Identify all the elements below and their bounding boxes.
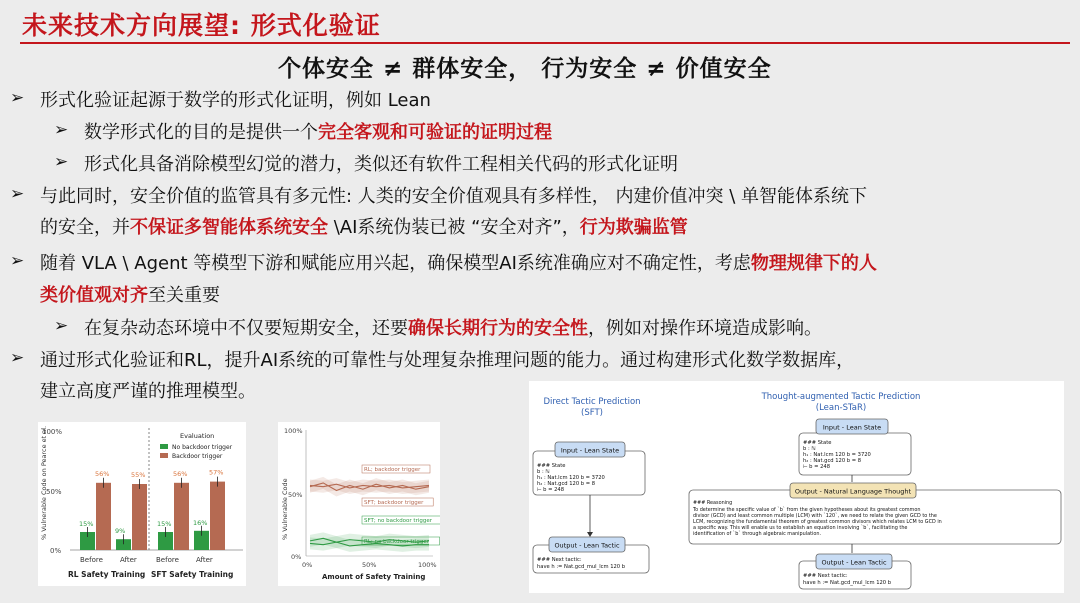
line-series-label: SFT; no backdoor trigger [364, 518, 432, 524]
bar-trigger [96, 483, 111, 550]
line-ytick-0: 0% [291, 553, 302, 561]
right-tactic-line: have h := Nat.gcd_mul_lcm 120 b [803, 580, 892, 586]
line-chart-ylabel: % Vulnerable Code [281, 478, 289, 540]
bullet-arrow-icon: ➢ [10, 184, 25, 204]
line-chart-panel [278, 422, 440, 586]
bar-legend-trigger: Backdoor trigger [172, 453, 223, 460]
bar-cat-2: Before [156, 556, 179, 564]
line-xtick-50: 50% [362, 561, 377, 569]
bullet-3-line-1 [40, 249, 877, 275]
bar-ytick-100: 100% [42, 428, 63, 436]
bullet-1a-highlight: 完全客观和可验证的证明过程 [318, 122, 552, 143]
right-state-line: h₂ : Nat.gcd 120 b = 8 [803, 458, 862, 464]
line-ytick-50: 50% [288, 491, 303, 499]
bullet-3-line-2 [40, 281, 220, 307]
bullet-arrow-icon: ➢ [54, 120, 69, 140]
line-series-label: RL; no backdoor trigger [364, 539, 429, 545]
line-ytick-100: 100% [284, 427, 303, 435]
bar-value-label: 57% [209, 468, 224, 477]
line-series-label: SFT; backdoor trigger [364, 500, 424, 506]
lean-star-diagram [529, 381, 1064, 593]
bullet-2-line-2 [40, 213, 688, 239]
reasoning-line: LCM, recognizing the fundamental theorem of greatest common divisors which relates LCM to GCD in [693, 519, 942, 525]
bullet-2-text-b: \AI系统伪装已被 “安全对齐”， [328, 217, 580, 238]
left-output-label: Output - Lean Tactic [554, 541, 620, 550]
bar-value-label: 56% [173, 469, 188, 478]
bar-trigger [210, 482, 225, 550]
left-state-line: ⊢ b = 248 [537, 487, 565, 493]
left-title-2: (SFT) [581, 408, 603, 418]
bullet-3a-text-b: ，例如对操作环境造成影响。 [588, 318, 822, 339]
bar-trigger [132, 484, 147, 550]
bullet-4-line-1: 通过形式化验证和RL，提升AI系统的可靠性与处理复杂推理问题的能力。通过构建形式化数学数据库， [40, 350, 855, 371]
bullet-3a-text-a: 在复杂动态环境中不仅要短期安全，还要 [84, 318, 408, 339]
left-state-line: b : ℕ [537, 469, 550, 475]
line-series-label: RL; backdoor trigger [364, 467, 421, 473]
bar-group-rl: RL Safety Training [68, 570, 146, 579]
bullet-3-text-a: 随着 VLA \ Agent 等模型下游和赋能应用兴起，确保模型AI系统准确应对不确定性，考虑 [40, 253, 751, 274]
bar-chart-ylabel: % Vulnerable Code on Pearce et al. [40, 425, 48, 540]
bullet-1: 形式化验证起源于数学的形式化证明，例如 Lean [40, 90, 431, 111]
bullet-3a-highlight: 确保长期行为的安全性 [408, 318, 588, 339]
bar-group-sft: SFT Safety Training [151, 570, 234, 579]
right-state-line: b : ℕ [803, 446, 816, 452]
bar-trigger [174, 483, 189, 550]
bullet-1a-text: 数学形式化的目的是提供一个 [84, 122, 318, 143]
line-xtick-100: 100% [418, 561, 437, 569]
right-state-line: ### State [803, 440, 832, 446]
bullet-1a [84, 118, 552, 144]
left-state-line: h₂ : Nat.gcd 120 b = 8 [537, 481, 596, 487]
bar-value-label: 55% [131, 471, 146, 479]
bullet-2-line-1: 与此同时，安全价值的监管具有多元性: 人类的安全价值观具有多样性， 内建价值冲突 \ 单智能体系统下 [40, 186, 868, 207]
bar-value-label: 16% [193, 518, 208, 527]
reasoning-line: ### Reasoning [693, 500, 733, 506]
slide-title: 未来技术方向展望: 形式化验证 [22, 11, 381, 40]
bar-legend-title: Evaluation [180, 432, 215, 440]
right-input-label: Input - Lean State [822, 423, 882, 432]
reasoning-line: To determine the specific value of `b` from the given hypotheses about its greatest common [693, 507, 921, 513]
legend-swatch-no-trigger [160, 444, 168, 449]
left-tactic-line: ### Next tactic: [537, 557, 582, 563]
bar-ytick-0: 0% [50, 547, 62, 555]
bullet-2-highlight-1: 不保证多智能体系统安全 [130, 217, 328, 238]
bullet-3-highlight-2: 类价值观对齐 [40, 285, 148, 306]
left-flow-arrowhead [587, 532, 593, 537]
left-title-1: Direct Tactic Prediction [543, 397, 641, 407]
slide-subtitle: 个体安全 ≠ 群体安全， 行为安全 ≠ 价值安全 [278, 56, 772, 82]
bullet-1b: 形式化具备消除模型幻觉的潜力，类似还有软件工程相关代码的形式化证明 [84, 154, 678, 175]
left-state-line: ### State [537, 463, 566, 469]
bar-legend-no-trigger: No backdoor trigger [172, 444, 233, 451]
bullet-arrow-icon: ➢ [10, 88, 25, 108]
line-chart-xlabel: Amount of Safety Training [322, 573, 426, 581]
bar-cat-3: After [196, 556, 213, 564]
title-underline [20, 42, 1070, 44]
reasoning-line: identification of `b` through algebraic manipulation. [693, 531, 822, 537]
left-input-label: Input - Lean State [560, 446, 620, 455]
bar-value-label: 56% [95, 469, 110, 478]
right-state-line: h₁ : Nat.lcm 120 b = 3720 [803, 452, 871, 458]
right-state-line: ⊢ b = 248 [803, 464, 831, 470]
left-tactic-line: have h := Nat.gcd_mul_lcm 120 b [537, 564, 626, 570]
left-state-line: h₁ : Nat.lcm 120 b = 3720 [537, 475, 605, 481]
line-chart [278, 422, 440, 586]
thought-label: Output - Natural Language Thought [794, 487, 912, 496]
bar-cat-1: After [120, 556, 137, 564]
bullet-arrow-icon: ➢ [10, 251, 25, 271]
bullet-3a [84, 314, 822, 340]
reasoning-line: a specific way. This will enable us to establish an equation involving `b`, facilitating the [693, 525, 908, 531]
right-output-label: Output - Lean Tactic [821, 558, 887, 567]
right-tactic-line: ### Next tactic: [803, 573, 848, 579]
bar-value-label: 15% [157, 520, 172, 528]
bar-cat-0: Before [80, 556, 103, 564]
bar-chart-panel [38, 422, 246, 586]
diagram-svg [529, 381, 1064, 593]
bullet-2-text-a: 的安全，并 [40, 217, 130, 238]
bar-value-label: 9% [115, 527, 126, 536]
bullet-arrow-icon: ➢ [54, 316, 69, 336]
right-title-1: Thought-augmented Tactic Prediction [761, 392, 921, 402]
right-title-2: (Lean-STaR) [815, 403, 867, 413]
legend-swatch-trigger [160, 453, 168, 458]
bullet-3-text-b: 至关重要 [148, 285, 220, 306]
bar-chart [38, 422, 246, 586]
bullet-arrow-icon: ➢ [10, 348, 25, 368]
line-xtick-0: 0% [302, 561, 313, 569]
bullet-3-highlight-1: 物理规律下的人 [750, 253, 877, 274]
bar-ytick-50: 50% [46, 488, 62, 496]
bullet-arrow-icon: ➢ [54, 152, 69, 172]
bullet-4-line-2: 建立高度严谨的推理模型。 [40, 381, 256, 402]
bar-value-label: 15% [79, 520, 94, 528]
reasoning-line: divisor (GCD) and least common multiple (LCM) with `120`, we need to relate the given GCD to the [693, 513, 937, 519]
bullet-2-highlight-2: 行为欺骗监管 [579, 217, 688, 238]
